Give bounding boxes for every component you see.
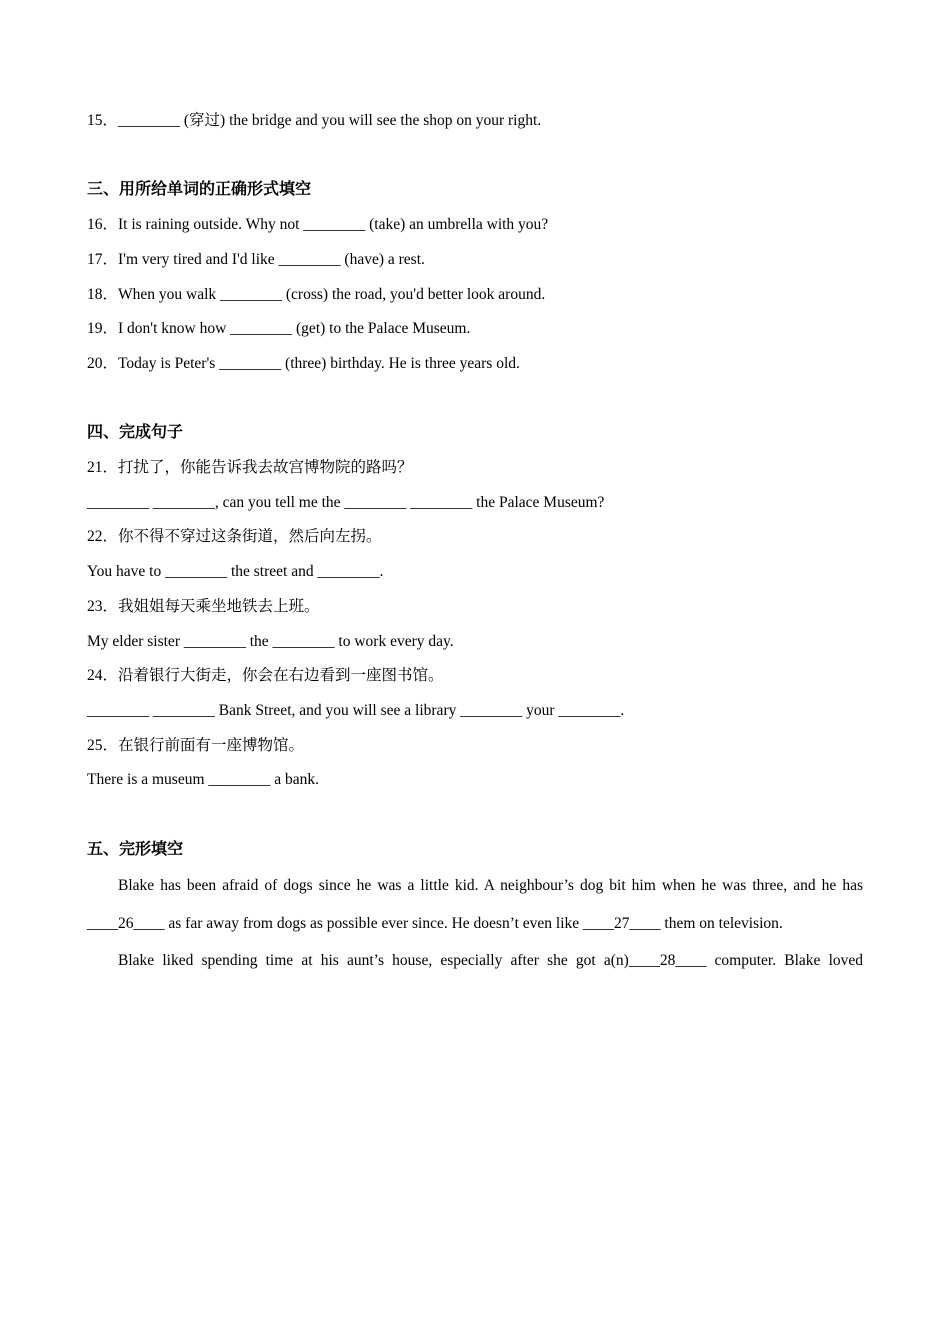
question-23-english: My elder sister ________ the ________ to work every day. — [87, 632, 454, 650]
cloze-paragraph-2: Blake liked spending time at his aunt’s house, especially after she got a(n)____28____ computer. Blake loved — [118, 952, 863, 970]
question-25-english: There is a museum ________ a bank. — [87, 771, 320, 789]
question-15: 15．________ (穿过) the bridge and you will see the shop on your right. — [87, 112, 542, 129]
section-4-title: 四、完成句子 — [87, 424, 184, 442]
question-18: 18．When you walk ________ (cross) the road, you'd better look around. — [87, 285, 546, 303]
section-5-title: 五、完形填空 — [87, 840, 184, 858]
question-22-english: You have to ________ the street and ________. — [87, 563, 384, 581]
question-24-english: ________ ________ Bank Street, and you will see a library ________ your ________. — [87, 701, 625, 719]
question-22-chinese: 22．你不得不穿过这条街道，然后向左拐。 — [87, 528, 382, 546]
question-23-chinese: 23．我姐姐每天乘坐地铁去上班。 — [87, 597, 320, 615]
question-17: 17．I'm very tired and I'd like ________ (have) a rest. — [87, 250, 425, 268]
question-21-english: ________ ________, can you tell me the ________ ________ the Palace Museum? — [87, 493, 605, 511]
question-21-chinese: 21．打扰了，你能告诉我去故宫博物院的路吗？ — [87, 459, 413, 476]
question-19: 19．I don't know how ________ (get) to the Palace Museum. — [87, 320, 471, 338]
question-25-chinese: 25．在银行前面有一座博物馆。 — [87, 736, 305, 754]
question-20: 20．Today is Peter's ________ (three) birthday. He is three years old. — [87, 354, 520, 372]
section-3-title: 三、用所给单词的正确形式填空 — [87, 181, 312, 199]
question-16: 16．It is raining outside. Why not ________ (take) an umbrella with you? — [87, 216, 549, 234]
cloze-paragraph-1: Blake has been afraid of dogs since he was a little kid. A neighbour’s dog bit him when he was three, and he has ____26____ as far away from dogs as possible ever since. He doesn’t even like ____27____ them on television. — [87, 877, 863, 932]
question-24-chinese: 24．沿着银行大街走，你会在右边看到一座图书馆。 — [87, 667, 444, 685]
